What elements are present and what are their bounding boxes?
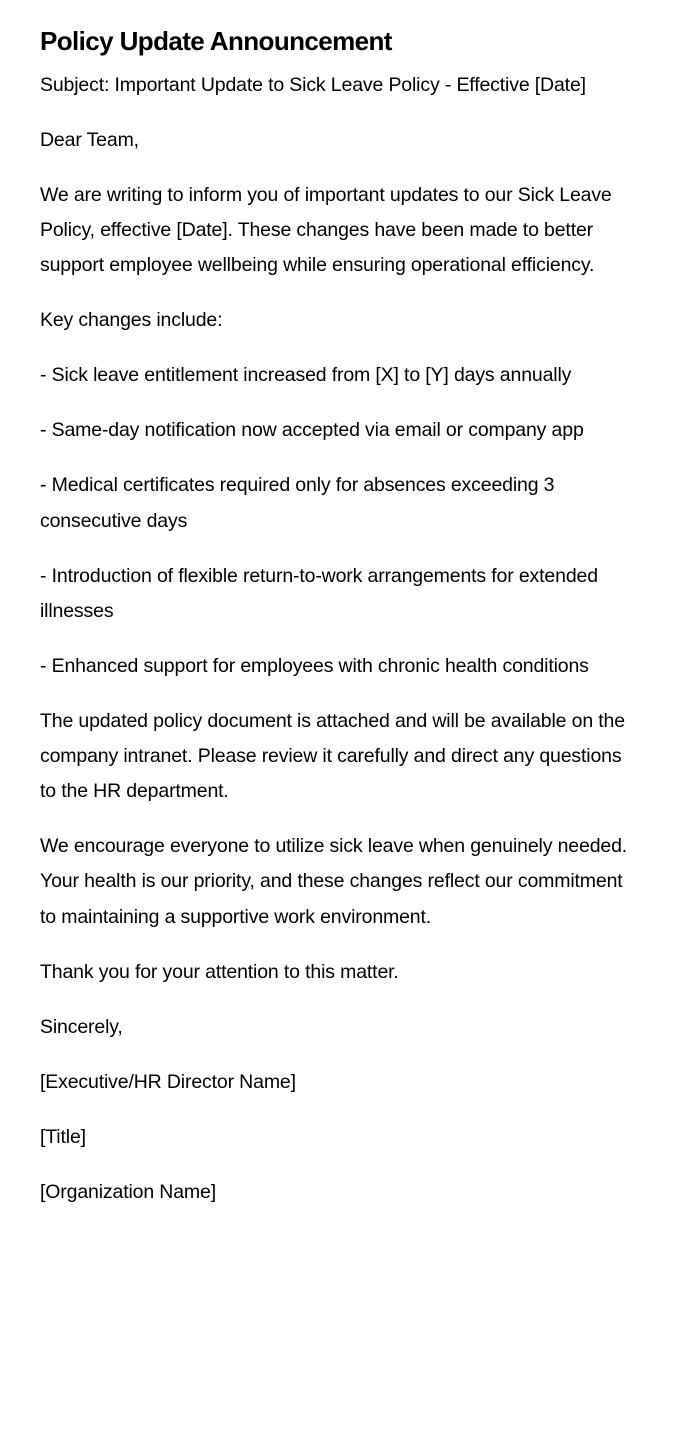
key-change-item: - Sick leave entitlement increased from [X] to [Y] days annually — [40, 364, 572, 387]
key-change-item: - Medical certificates required only for absences exceeding 3 consecutive days — [40, 474, 555, 532]
subject-line: Subject: Important Update to Sick Leave Policy - Effective [Date] — [40, 74, 586, 96]
encouragement-paragraph: We encourage everyone to utilize sick leave when genuinely needed. Your health is our priority, and these changes reflect our commitment to maintaining a supportive work environment. — [40, 835, 628, 928]
thanks-line: Thank you for your attention to this matter. — [40, 960, 399, 983]
key-change-item: - Enhanced support for employees with chronic health conditions — [40, 654, 589, 677]
attachment-note: The updated policy document is attached and will be available on the company intranet. Please review it carefully and direct any questions to the HR department. — [40, 709, 625, 803]
signature-name: [Executive/HR Director Name] — [40, 1070, 296, 1093]
signature-title: [Title] — [40, 1125, 86, 1148]
intro-paragraph: We are writing to inform you of important updates to our Sick Leave Policy, effective [Date]. These changes have been made to better support employee wellbeing while ensuring operational efficiency. — [40, 184, 612, 277]
document-title: Policy Update Announcement — [40, 26, 392, 56]
closing: Sincerely, — [40, 1015, 123, 1038]
key-change-item: - Introduction of flexible return-to-work arrangements for extended illnesses — [40, 564, 598, 622]
key-change-item: - Same-day notification now accepted via email or company app — [40, 419, 584, 442]
greeting: Dear Team, — [40, 129, 139, 151]
key-changes-heading: Key changes include: — [40, 309, 223, 332]
signature-organization: [Organization Name] — [40, 1180, 216, 1203]
